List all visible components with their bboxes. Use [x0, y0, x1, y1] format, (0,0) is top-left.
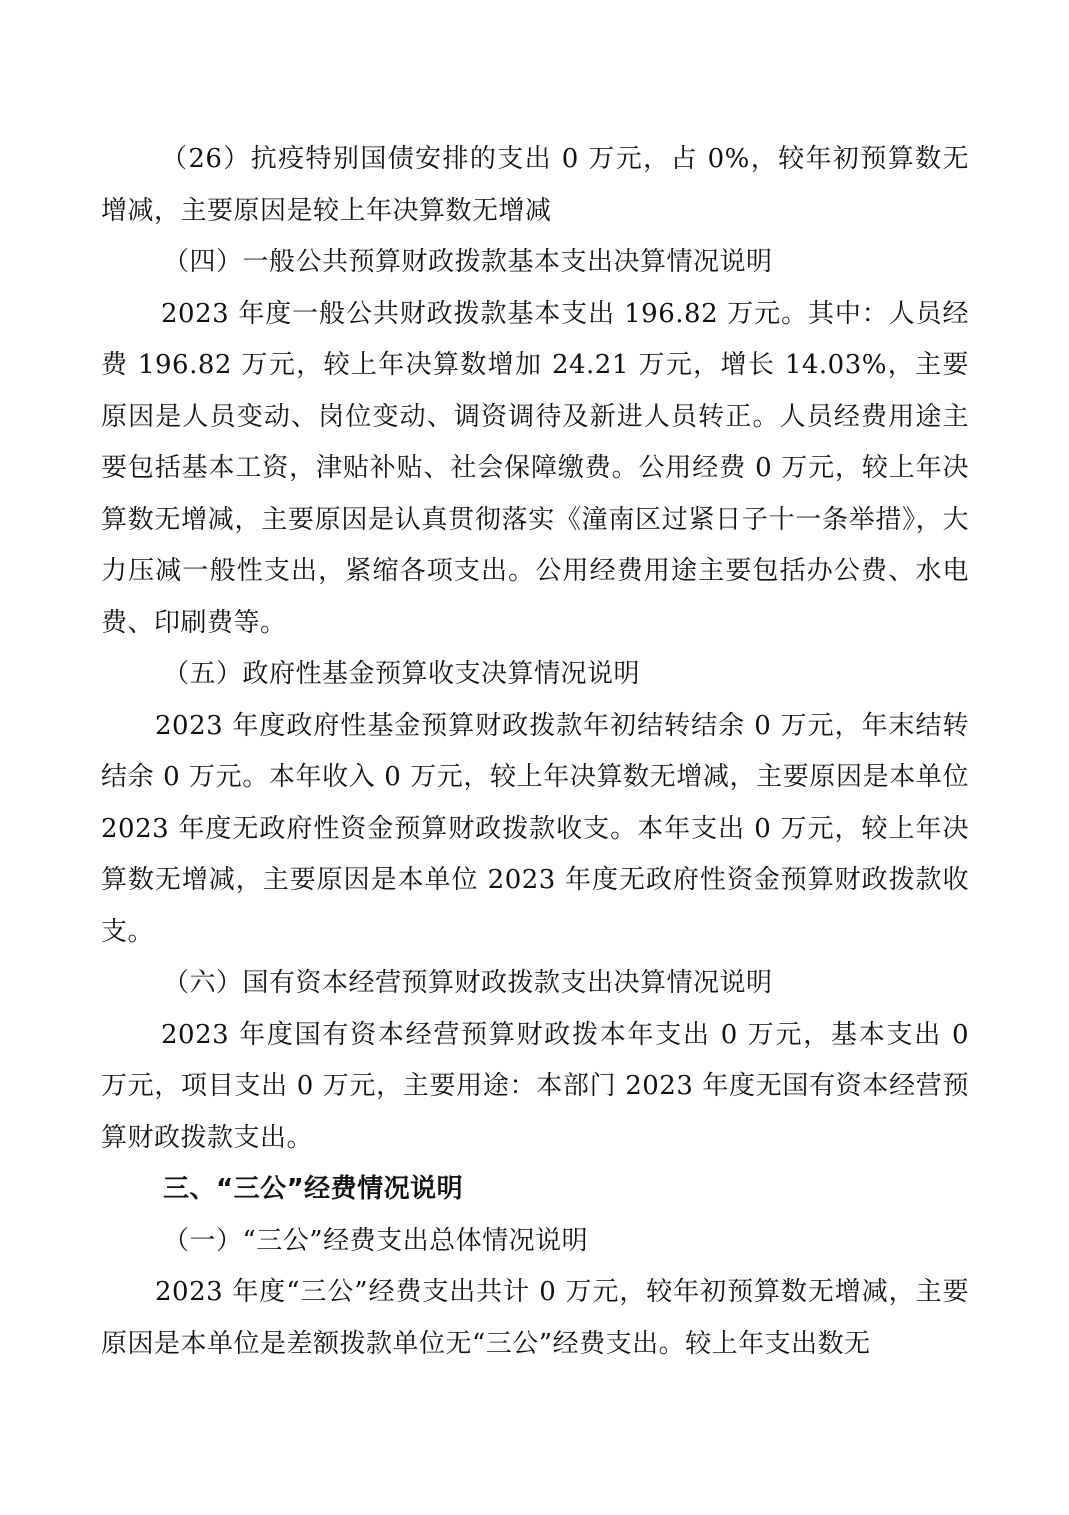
- heading-three-public-overview: （一）“三公”经费支出总体情况说明: [163, 1225, 589, 1256]
- paragraph-three-public-overview: 2023 年度“三公”经费支出共计 0 万元，较年初预算数无增减，主要原因是本单位是差额拨款单位无“三公”经费支出。较上年支出数无: [101, 1277, 969, 1359]
- heading-state-capital: （六）国有资本经营预算财政拨款支出决算情况说明: [163, 968, 773, 998]
- paragraph-state-capital: 2023 年度国有资本经营预算财政拨本年支出 0 万元，基本支出 0 万元，项目支出 0 万元，主要用途：本部门 2023 年度无国有资本经营预算财政拨款支出。: [101, 1019, 969, 1153]
- heading-government-fund: （五）政府性基金预算收支决算情况说明: [163, 659, 641, 689]
- heading-basic-expenditure: （四）一般公共预算财政拨款基本支出决算情况说明: [163, 247, 773, 277]
- paragraph-government-fund: 2023 年度政府性基金预算财政拨款年初结转结余 0 万元，年末结转结余 0 万元。本年收入 0 万元，较上年决算数无增减，主要原因是本单位 2023 年度无政府性资金预算财政拨款收支。本年支出 0 万元，较上年决算数无增减，主要原因是本单位 2023 年度无政府性资金预算财政拨款收支。: [101, 710, 969, 947]
- paragraph-basic-expenditure: 2023 年度一般公共财政拨款基本支出 196.82 万元。其中：人员经费 196.82 万元，较上年决算数增加 24.21 万元，增长 14.03%，主要原因是人员变动、岗位变动、调资调待及新进人员转正。人员经费用途主要包括基本工资，津贴补贴、社会保障缴费。公用经费 0 万元，较上年决算数无增减，主要原因是认真贯彻落实《潼南区过紧日子十一条举措》，大力压减一般性支出，紧缩各项支出。公用经费用途主要包括办公费、水电费、印刷费等。: [101, 298, 969, 638]
- paragraph-anti-epidemic-bonds: （26）抗疫特别国债安排的支出 0 万元，占 0%，较年初预算数无增减，主要原因是较上年决算数无增减: [101, 144, 969, 226]
- document-body: [101, 134, 969, 1370]
- section-title-three-public: 三、“三公”经费情况说明: [163, 1174, 464, 1204]
